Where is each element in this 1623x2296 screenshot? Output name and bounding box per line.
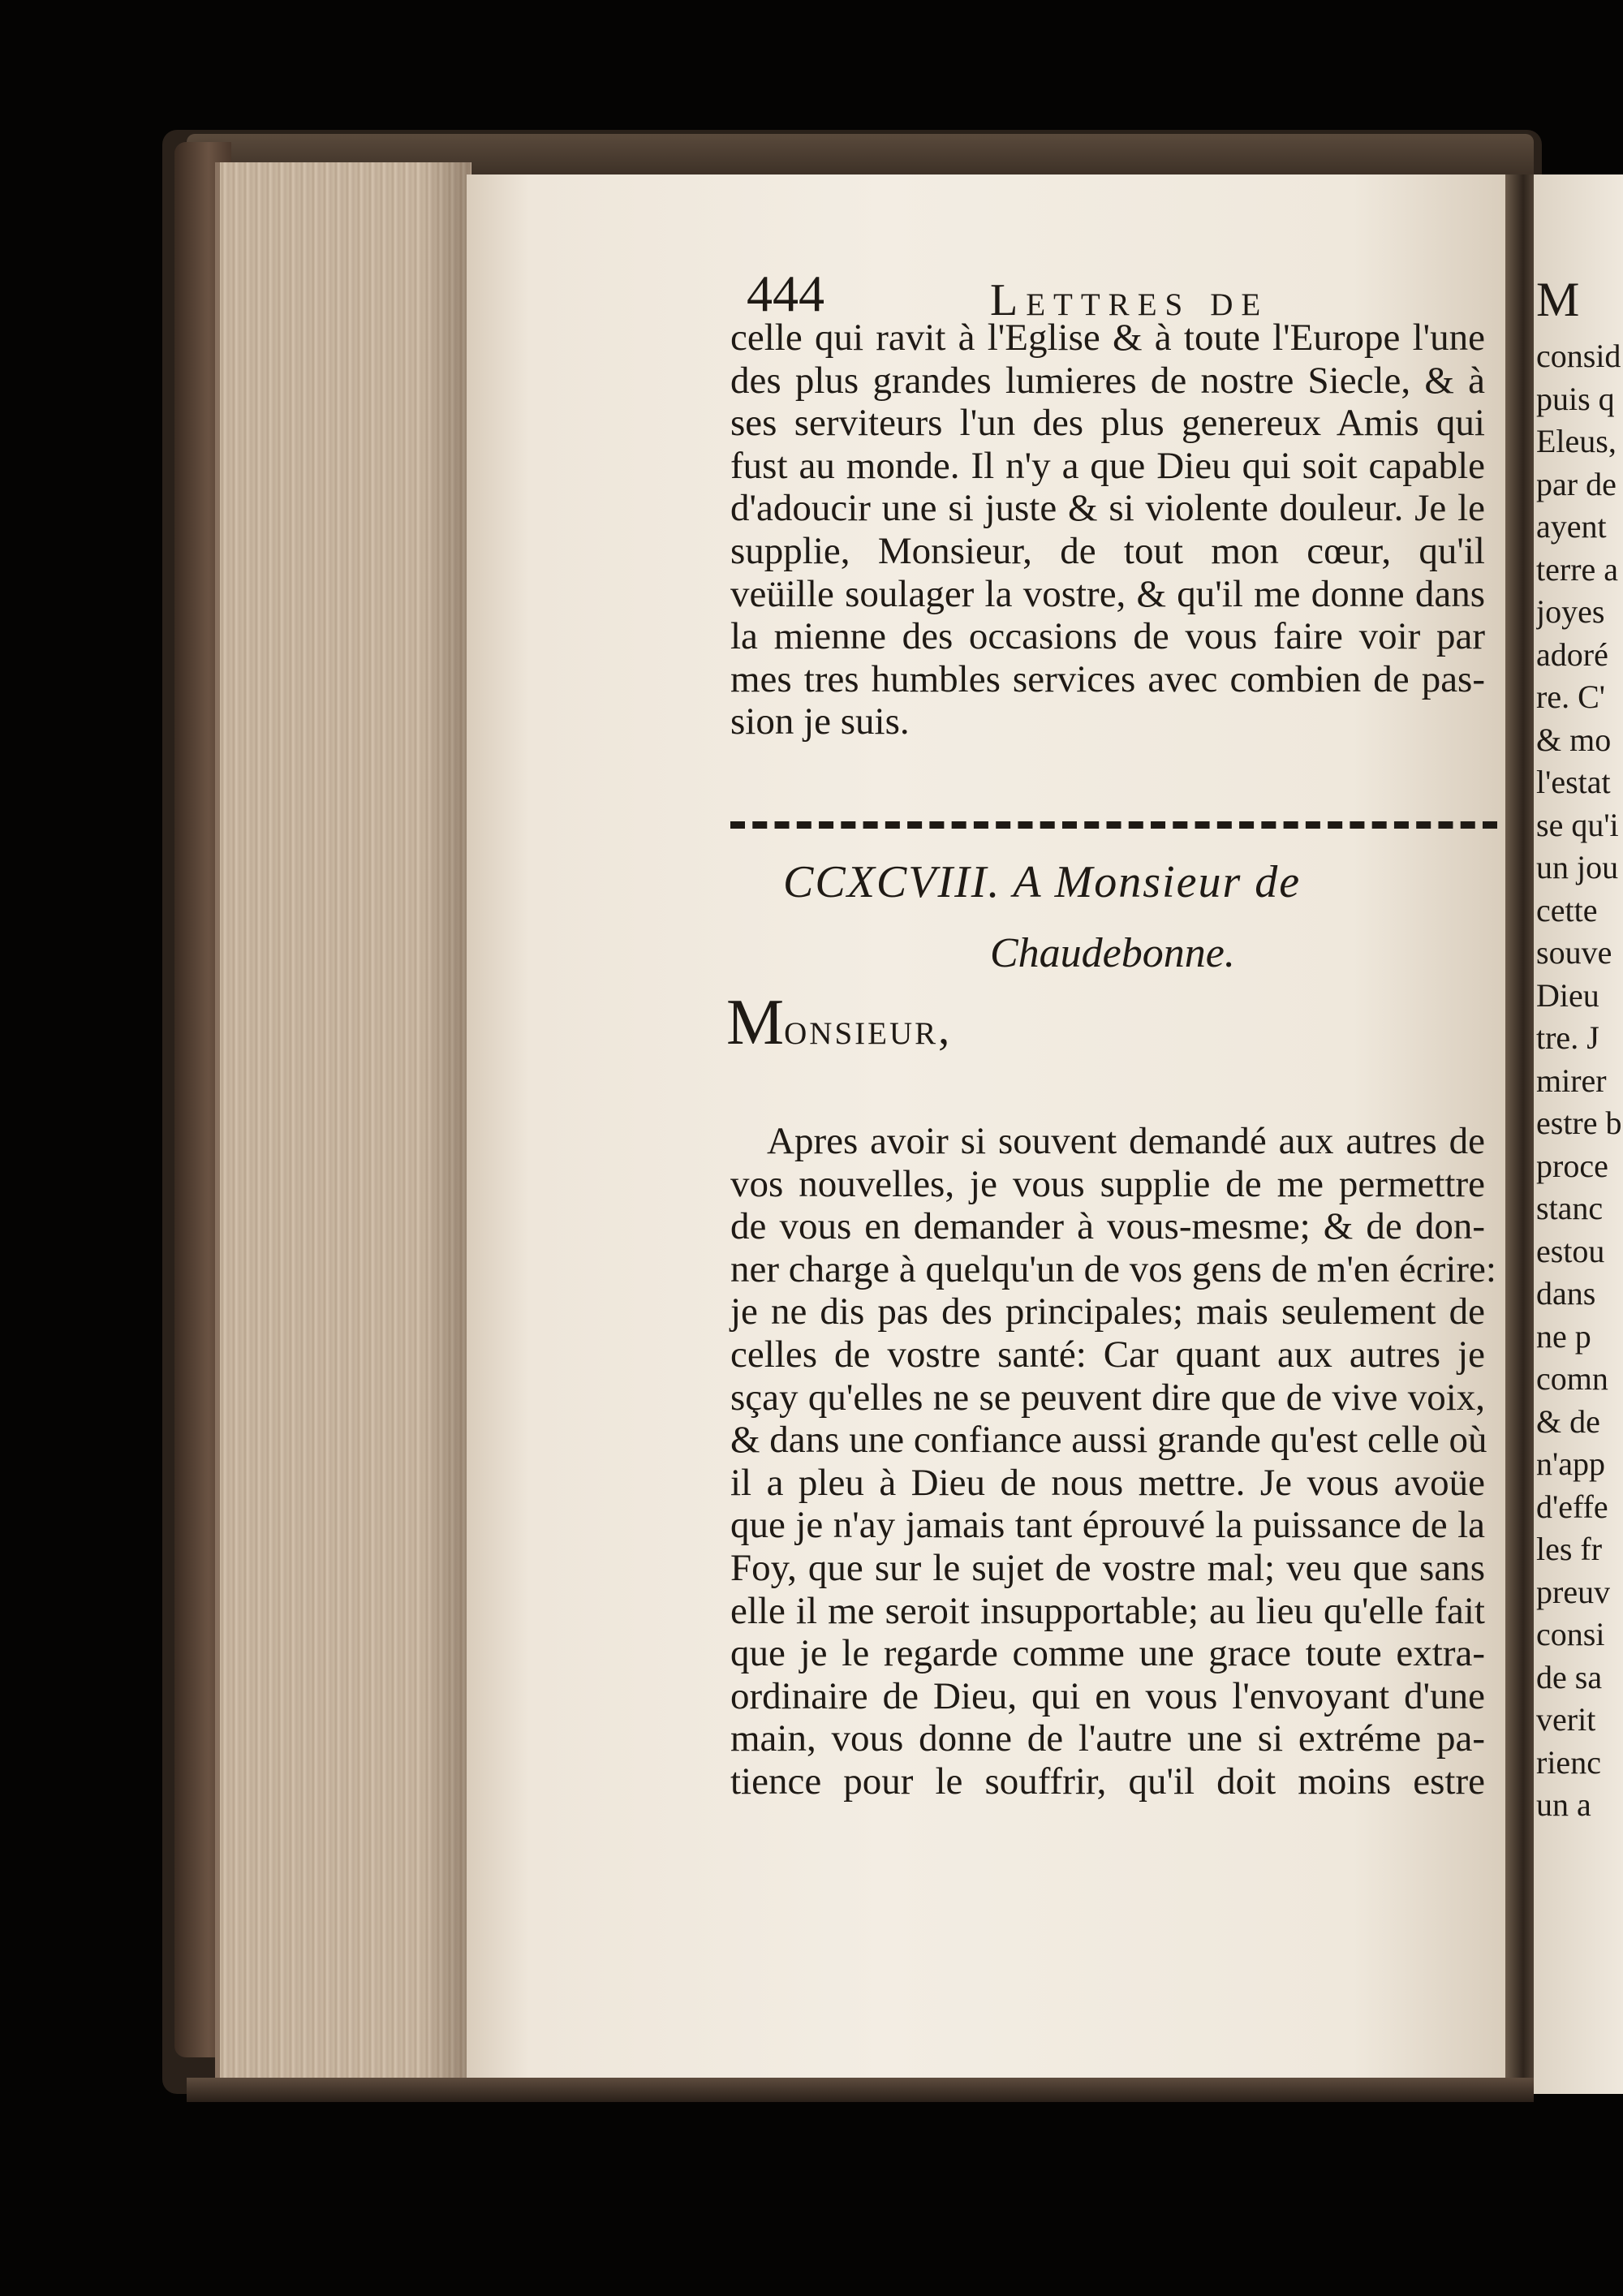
facing-page-line: & mo	[1536, 721, 1612, 758]
facing-page-line: terre a	[1536, 550, 1619, 588]
facing-page-line: de sa	[1536, 1658, 1603, 1695]
paragraph-two	[730, 1120, 1496, 1803]
facing-page-line: Dieu	[1536, 976, 1599, 1014]
text-line: ordinaire de Dieu, qui en vous l'envoyant d'une	[730, 1674, 1485, 1717]
letter-heading: CCXCVIII. A Monsieur de	[783, 857, 1302, 907]
book-gutter	[1505, 174, 1538, 2094]
facing-page-line: preuv	[1536, 1573, 1611, 1610]
text-line: Foy, que sur le sujet de vostre mal; veu que sans	[730, 1546, 1485, 1589]
facing-page-line: ne p	[1536, 1317, 1591, 1355]
facing-page-line: cette	[1536, 891, 1598, 928]
text-line-indented: Apres avoir si souvent demandé aux autres de	[767, 1120, 1485, 1162]
text-line: d'adoucir une si juste & si violente douleur. Je le	[730, 487, 1485, 530]
facing-page-line: l'estat	[1536, 764, 1611, 800]
text-line: que je le regarde comme une grace toute extra-	[730, 1632, 1485, 1675]
facing-page-line: mirer	[1536, 1062, 1607, 1099]
text-line: je ne dis pas des principales; mais seulement de	[730, 1290, 1485, 1333]
running-title: Lettres de	[990, 275, 1269, 325]
facing-page-header: M	[1536, 273, 1580, 326]
text-line: des plus grandes lumieres de nostre Siecle, & à	[730, 359, 1485, 402]
facing-page-line: dans	[1536, 1275, 1596, 1312]
facing-page-line: consid	[1536, 338, 1621, 374]
text-line: main, vous donne de l'autre une si extréme pa-	[730, 1717, 1485, 1760]
facing-page-line: consi	[1536, 1616, 1605, 1652]
facing-page-line: un a	[1536, 1786, 1591, 1823]
text-line: veüille soulager la vostre, & qu'il me donne dans	[730, 572, 1485, 615]
letter-recipient: Chaudebonne.	[990, 930, 1235, 976]
salutation	[726, 986, 952, 1060]
text-line: elle il me seroit insupportable; au lieu qu'elle fait	[730, 1589, 1485, 1632]
page-number: 444	[747, 265, 824, 322]
facing-page-line: d'effe	[1536, 1488, 1608, 1525]
facing-page-line: par de	[1536, 465, 1617, 502]
facing-page-line: ayent	[1536, 508, 1607, 545]
facing-page-line: verit	[1536, 1701, 1596, 1738]
facing-page-line: estre b	[1536, 1105, 1622, 1141]
facing-page-line: se qu'i	[1536, 806, 1619, 843]
facing-page-line: comn	[1536, 1360, 1608, 1397]
facing-page-line: joyes	[1536, 593, 1605, 630]
text-line: la mienne des occasions de vous faire voir par	[730, 615, 1485, 658]
text-line: celle qui ravit à l'Eglise & à toute l'Europe l'une	[730, 317, 1485, 359]
book-bottom-edge	[187, 2078, 1534, 2102]
text-line: il a pleu à Dieu de nous mettre. Je vous avoüe	[730, 1461, 1485, 1504]
facing-page-line: un jou	[1536, 849, 1619, 885]
text-line: fust au monde. Il n'y a que Dieu qui soit capable	[730, 444, 1485, 487]
text-line: que je n'ay jamais tant éprouvé la puissance de la	[730, 1504, 1485, 1547]
text-line: ner charge à quelqu'un de vos gens de m'en écrire:	[730, 1247, 1496, 1290]
page-stack-shade	[422, 162, 471, 2086]
text-line: mes tres humbles services avec combien de pas-	[730, 657, 1485, 700]
facing-page-line: souve	[1536, 934, 1612, 971]
facing-page-line: adoré	[1536, 635, 1608, 673]
facing-page-line: & de	[1536, 1402, 1600, 1440]
text-line: de vous en demander à vous-mesme; & de don-	[730, 1205, 1485, 1248]
facing-page-line: n'app	[1536, 1445, 1605, 1482]
section-divider	[730, 821, 1497, 829]
salutation-rest: onsieur,	[784, 1004, 953, 1054]
text-line: celles de vostre santé: Car quant aux autres je	[730, 1333, 1485, 1376]
text-line-last: sion je suis.	[730, 700, 910, 743]
text-line: sçay qu'elles ne se peuvent dire que de vive voix,	[730, 1376, 1485, 1419]
text-line: vos nouvelles, je vous supplie de me permettre	[730, 1162, 1485, 1205]
facing-page-line: estou	[1536, 1232, 1605, 1269]
text-line: & dans une confiance aussi grande qu'est celle où	[730, 1419, 1487, 1462]
paragraph-one	[730, 317, 1485, 743]
facing-page-line: Eleus,	[1536, 423, 1617, 459]
facing-page-line: proce	[1536, 1147, 1608, 1184]
facing-page-line: les fr	[1536, 1531, 1603, 1567]
salutation-dropcap: M	[726, 987, 785, 1058]
facing-page-line: rienc	[1536, 1743, 1601, 1781]
facing-page-line: tre. J	[1536, 1019, 1599, 1056]
text-line: ses serviteurs l'un des plus genereux Amis qui	[730, 402, 1485, 445]
facing-page-line: puis q	[1536, 380, 1615, 417]
facing-page-line: re. C'	[1536, 678, 1605, 715]
text-line: tience pour le souffrir, qu'il doit moins estre	[730, 1760, 1485, 1803]
facing-page-line: stanc	[1536, 1190, 1604, 1226]
text-line: supplie, Monsieur, de tout mon cœur, qu'il	[730, 529, 1485, 572]
